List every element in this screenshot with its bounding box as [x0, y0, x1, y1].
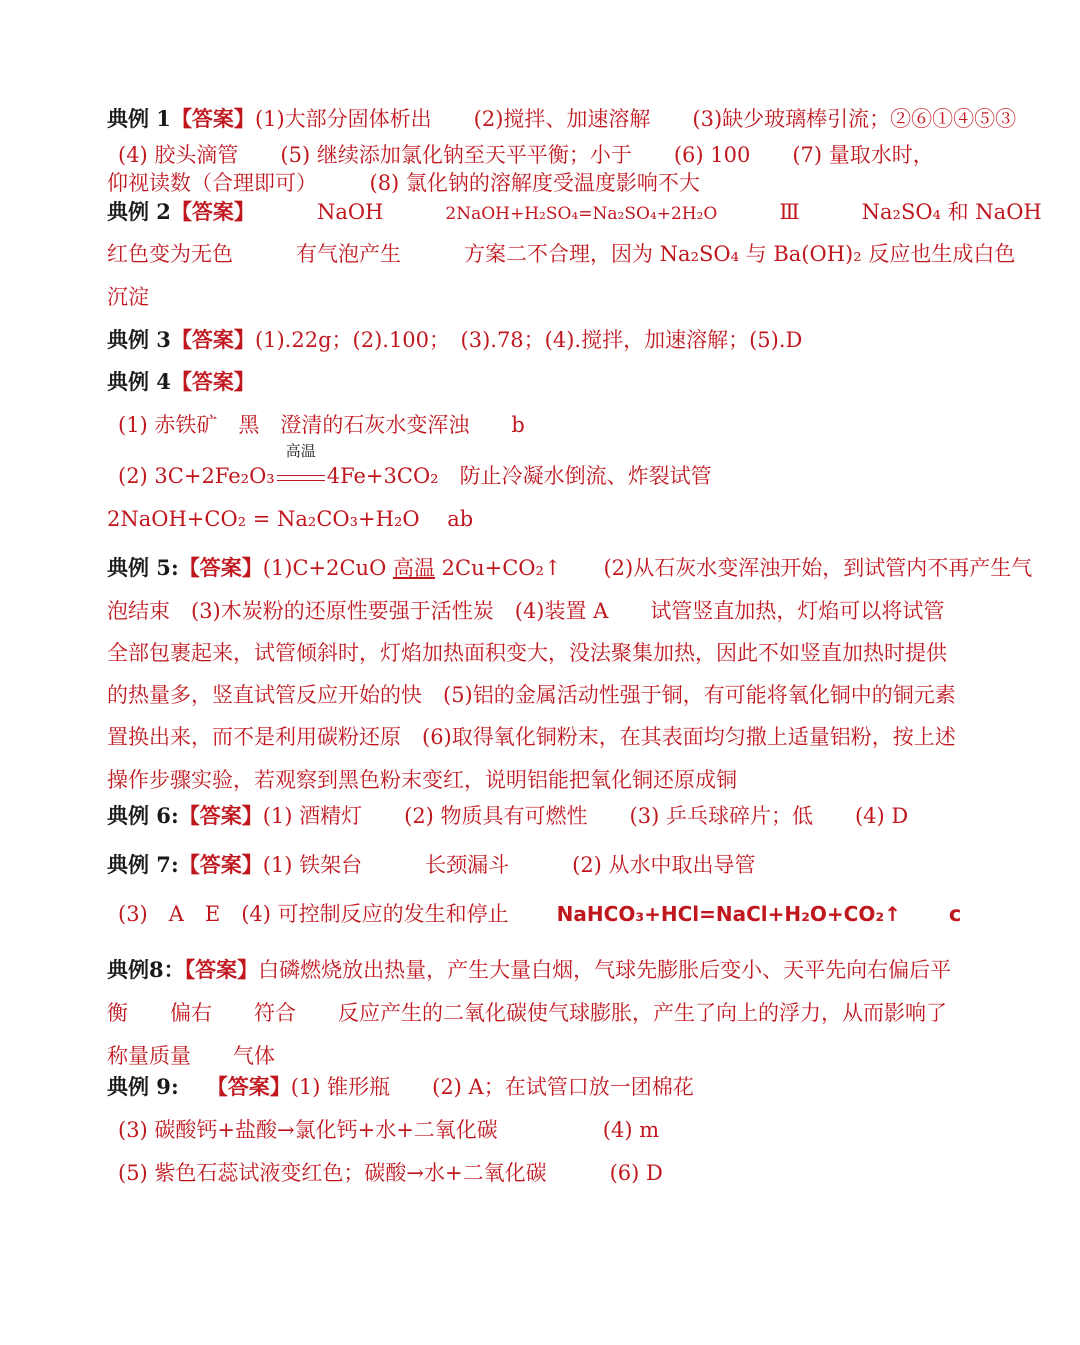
example-6-line [107, 801, 984, 831]
equals-bar [277, 475, 325, 481]
label-colon: : [170, 555, 179, 580]
example-2-line-2 [107, 239, 1016, 269]
example-1-line-2 [118, 140, 984, 170]
answer-text: 红色变为无色 有气泡产生 方案二不合理，因为 Na₂SO₄ 与 Ba(OH)₂ 反应也生成白色 [107, 242, 1016, 266]
answer-tag: 【答案】 [184, 957, 259, 982]
answer-text: (1) 铁架台 长颈漏斗 (2) 从水中取出导管 [262, 853, 756, 877]
example-2-line-3 [107, 282, 984, 312]
example-5-line-4 [107, 680, 984, 710]
example-1-line-3 [107, 168, 984, 198]
answer-text: 2Cu+CO₂↑ (2)从石灰水变浑浊开始，到试管内不再产生气 [434, 556, 1033, 580]
example-5-line-3 [107, 638, 984, 668]
answer-text: 仰视读数（合理即可） (8) 氯化钠的溶解度受温度影响不大 [107, 171, 700, 195]
label-colon: : [170, 852, 179, 877]
example-5-line-1 [107, 553, 1033, 583]
condition-text: 高温 [285, 442, 316, 460]
example-9-line-2 [118, 1115, 984, 1145]
answer-text: 的热量多，竖直试管反应开始的快 (5)铝的金属活动性强于铜，有可能将氧化铜中的铜元素 [107, 683, 956, 707]
example-9-line-1 [107, 1072, 984, 1102]
example-8-line-3 [107, 1041, 984, 1071]
answer-text: (3) A E (4) 可控制反应的发生和停止 [118, 902, 509, 926]
condition-text: 高温 [392, 556, 435, 580]
example-7-line-1 [107, 850, 984, 880]
example-4-line-3 [107, 504, 984, 534]
example-label: 典例 6 [107, 803, 171, 828]
answer-equation: NaHCO₃+HCl=NaCl+H₂O+CO₂↑ [556, 902, 901, 926]
example-label: 典例 4 [107, 369, 171, 394]
example-label: 典例 3 [107, 327, 171, 352]
example-label: 典例8 [107, 957, 164, 982]
example-label: 典例 9 [107, 1074, 171, 1099]
answer-tag: 【答案】 [178, 803, 263, 828]
answer-roman: Ⅲ [779, 200, 800, 224]
label-colon: ： [163, 957, 185, 982]
answer-choice: c [948, 902, 962, 926]
answer-text: 称量质量 气体 [107, 1044, 275, 1068]
answer-text: (4) 胶头滴管 (5) 继续添加氯化钠至天平平衡；小于 (6) 100 (7) 量取水时， [118, 143, 934, 167]
answer-text: (1) 酒精灯 (2) 物质具有可燃性 (3) 乒乓球碎片；低 (4) D [262, 804, 909, 828]
answer-text: 操作步骤实验，若观察到黑色粉末变红，说明铝能把氧化铜还原成铜 [107, 768, 737, 792]
example-1-line-1 [107, 104, 1017, 134]
answer-text: (1) 赤铁矿 黑 澄清的石灰水变浑浊 b [118, 413, 525, 437]
reaction-condition [277, 442, 325, 491]
example-label: 典例 1 [107, 106, 171, 131]
answer-tag: 【答案】 [170, 106, 255, 131]
example-4-line-1 [118, 410, 984, 440]
example-3-line [107, 325, 984, 355]
answer-equation: 2NaOH+CO₂ = Na₂CO₃+H₂O ab [107, 507, 474, 531]
answer-naoh: NaOH [316, 200, 384, 224]
example-label: 典例 5 [107, 555, 171, 580]
answer-tag: 【答案】 [206, 1074, 291, 1099]
answer-products: Na₂SO₄ 和 NaOH [861, 200, 1042, 224]
answer-tag: 【答案】 [170, 327, 255, 352]
label-colon: : [170, 1074, 179, 1099]
answer-text: (1)C+2CuO [262, 556, 393, 580]
answer-equation: (2) 3C+2Fe₂O₃ [118, 464, 275, 488]
example-label: 典例 7 [107, 852, 171, 877]
example-4-header [107, 367, 984, 397]
answer-tag: 【答案】 [178, 852, 263, 877]
answer-text: 4Fe+3CO₂ 防止冷凝水倒流、炸裂试管 [326, 464, 712, 488]
example-5-line-6 [107, 765, 984, 795]
answer-text: 全部包裹起来，试管倾斜时，灯焰加热面积变大，没法聚集加热，因此不如竖直加热时提供 [107, 641, 947, 665]
answer-text: (3) 碳酸钙+盐酸→氯化钙+水+二氧化碳 (4) m [118, 1118, 660, 1142]
answer-text: 衡 偏右 符合 反应产生的二氧化碳使气球膨胀，产生了向上的浮力，从而影响了 [107, 1001, 947, 1025]
answer-text: 白磷燃烧放出热量，产生大量白烟，气球先膨胀后变小、天平先向右偏后平 [258, 958, 952, 982]
answer-text: (1).22g；(2).100； (3).78；(4).搅拌，加速溶解；(5).D [254, 328, 803, 352]
answer-text: 置换出来，而不是利用碳粉还原 (6)取得氧化铜粉末，在其表面均匀撒上适量铝粉，按上述 [107, 725, 956, 749]
answer-text: (1)大部分固体析出 (2)搅拌、加速溶解 (3)缺少玻璃棒引流；②⑥①④⑤③ [254, 107, 1017, 131]
answer-text: 沉淀 [107, 285, 149, 309]
example-label: 典例 2 [107, 199, 171, 224]
answer-text: (5) 紫色石蕊试液变红色；碳酸→水+二氧化碳 (6) D [118, 1161, 663, 1185]
answer-equation: 2NaOH+H₂SO₄=Na₂SO₄+2H₂O [445, 204, 718, 224]
example-8-line-1 [107, 955, 984, 985]
example-4-line-2 [118, 442, 984, 491]
answer-text: (1) 锥形瓶 (2) A；在试管口放一团棉花 [290, 1075, 694, 1099]
label-colon: : [170, 803, 179, 828]
example-5-line-5 [107, 722, 984, 752]
answer-tag: 【答案】 [178, 555, 263, 580]
example-2-line-1 [107, 197, 1042, 229]
example-8-line-2 [107, 998, 984, 1028]
answer-tag: 【答案】 [170, 199, 255, 224]
answer-tag: 【答案】 [170, 369, 255, 394]
example-7-line-2 [118, 899, 984, 929]
example-9-line-3 [118, 1158, 984, 1188]
example-5-line-2 [107, 596, 984, 626]
answer-text: 泡结束 (3)木炭粉的还原性要强于活性炭 (4)装置 A 试管竖直加热，灯焰可以将试管 [107, 599, 945, 623]
